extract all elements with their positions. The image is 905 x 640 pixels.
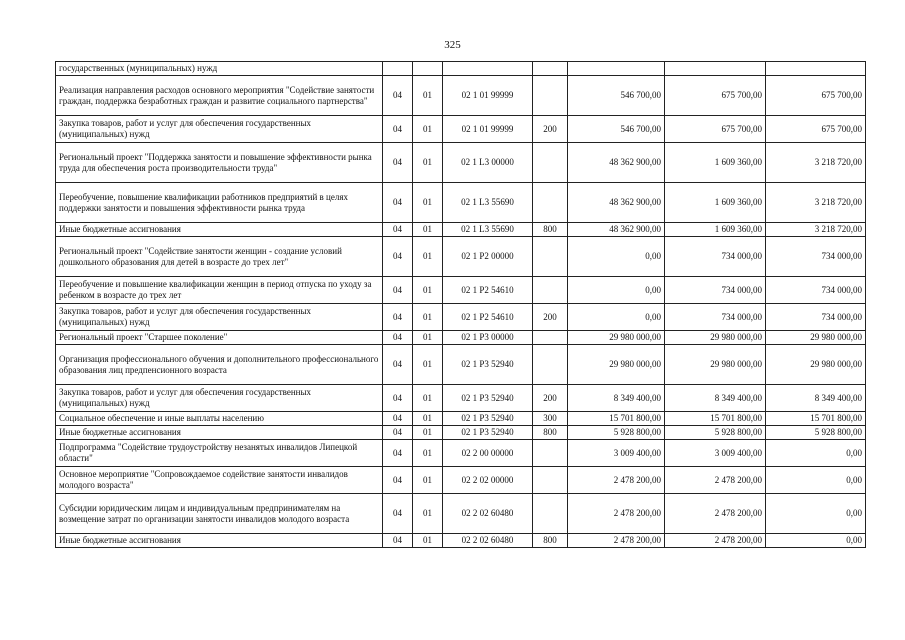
table-row: [56, 426, 866, 440]
target-article-code: 02 2 02 60480: [443, 534, 533, 548]
expense-type-code: 200: [533, 116, 568, 143]
amount-year-2: 2 478 200,00: [665, 534, 766, 548]
table-row: [56, 223, 866, 237]
section-code: 04: [383, 277, 413, 304]
row-description: Реализация направления расходов основного мероприятия "Содействие занятости граждан, поддержка безработных граждан и развитие социального партнерства": [56, 76, 383, 116]
target-article-code: 02 1 P2 54610: [443, 277, 533, 304]
amount-year-3: 29 980 000,00: [766, 331, 866, 345]
table-row: [56, 116, 866, 143]
row-description: Субсидии юридическим лицам и индивидуальным предпринимателям на возмещение затрат по организации занятости инвалидов молодого возраста: [56, 494, 383, 534]
expense-type-code: 200: [533, 385, 568, 412]
row-description: Региональный проект "Старшее поколение": [56, 331, 383, 345]
section-code: 04: [383, 412, 413, 426]
row-description: Закупка товаров, работ и услуг для обеспечения государственных (муниципальных) нужд: [56, 304, 383, 331]
section-code: 04: [383, 223, 413, 237]
amount-year-1: 2 478 200,00: [568, 494, 665, 534]
row-description: Подпрограмма "Содействие трудоустройству незанятых инвалидов Липецкой области": [56, 440, 383, 467]
row-description: Социальное обеспечение и иные выплаты населению: [56, 412, 383, 426]
amount-year-1: 546 700,00: [568, 116, 665, 143]
subsection-code: 01: [413, 76, 443, 116]
expense-type-code: [533, 345, 568, 385]
amount-year-1: 0,00: [568, 277, 665, 304]
table-row: [56, 467, 866, 494]
subsection-code: 01: [413, 385, 443, 412]
amount-year-3: 3 218 720,00: [766, 183, 866, 223]
table-row: [56, 331, 866, 345]
expense-type-code: [533, 440, 568, 467]
section-code: 04: [383, 331, 413, 345]
subsection-code: 01: [413, 345, 443, 385]
section-code: 04: [383, 237, 413, 277]
table-row: [56, 183, 866, 223]
amount-year-3: 734 000,00: [766, 277, 866, 304]
amount-year-2: 2 478 200,00: [665, 467, 766, 494]
amount-year-3: 0,00: [766, 534, 866, 548]
section-code: 04: [383, 143, 413, 183]
table-row: [56, 62, 866, 76]
target-article-code: 02 1 L3 00000: [443, 143, 533, 183]
amount-year-2: 8 349 400,00: [665, 385, 766, 412]
row-description: Иные бюджетные ассигнования: [56, 223, 383, 237]
amount-year-2: 2 478 200,00: [665, 494, 766, 534]
row-description: Иные бюджетные ассигнования: [56, 426, 383, 440]
expense-type-code: [533, 277, 568, 304]
amount-year-3: 734 000,00: [766, 237, 866, 277]
row-description: Региональный проект "Поддержка занятости и повышение эффективности рынка труда для обеспечения роста производительности труда": [56, 143, 383, 183]
amount-year-1: 48 362 900,00: [568, 223, 665, 237]
section-code: 04: [383, 385, 413, 412]
expense-type-code: [533, 467, 568, 494]
amount-year-3: 15 701 800,00: [766, 412, 866, 426]
amount-year-1: 2 478 200,00: [568, 467, 665, 494]
expense-type-code: 300: [533, 412, 568, 426]
section-code: 04: [383, 534, 413, 548]
amount-year-1: 29 980 000,00: [568, 345, 665, 385]
amount-year-2: 1 609 360,00: [665, 183, 766, 223]
subsection-code: 01: [413, 223, 443, 237]
expense-type-code: [533, 62, 568, 76]
subsection-code: [413, 62, 443, 76]
table-row: [56, 534, 866, 548]
table-row: [56, 237, 866, 277]
subsection-code: 01: [413, 237, 443, 277]
section-code: 04: [383, 76, 413, 116]
amount-year-3: 675 700,00: [766, 76, 866, 116]
expense-type-code: 800: [533, 426, 568, 440]
section-code: 04: [383, 467, 413, 494]
section-code: 04: [383, 426, 413, 440]
expense-type-code: 200: [533, 304, 568, 331]
amount-year-2: 675 700,00: [665, 116, 766, 143]
amount-year-3: 5 928 800,00: [766, 426, 866, 440]
table-row: [56, 412, 866, 426]
amount-year-2: 29 980 000,00: [665, 345, 766, 385]
table-row: [56, 494, 866, 534]
row-description: Закупка товаров, работ и услуг для обеспечения государственных (муниципальных) нужд: [56, 116, 383, 143]
subsection-code: 01: [413, 143, 443, 183]
amount-year-2: 675 700,00: [665, 76, 766, 116]
amount-year-2: 29 980 000,00: [665, 331, 766, 345]
target-article-code: 02 1 P3 52940: [443, 426, 533, 440]
amount-year-1: 546 700,00: [568, 76, 665, 116]
table-row: [56, 304, 866, 331]
amount-year-3: 29 980 000,00: [766, 345, 866, 385]
target-article-code: 02 1 P3 52940: [443, 412, 533, 426]
expense-type-code: [533, 183, 568, 223]
amount-year-2: 734 000,00: [665, 277, 766, 304]
target-article-code: 02 2 02 60480: [443, 494, 533, 534]
amount-year-3: 0,00: [766, 440, 866, 467]
amount-year-2: 3 009 400,00: [665, 440, 766, 467]
target-article-code: 02 1 01 99999: [443, 76, 533, 116]
subsection-code: 01: [413, 494, 443, 534]
row-description: Переобучение, повышение квалификации работников предприятий в целях поддержки занятости и повышения эффективности рынка труда: [56, 183, 383, 223]
amount-year-2: 734 000,00: [665, 304, 766, 331]
expense-type-code: [533, 494, 568, 534]
target-article-code: 02 1 L3 55690: [443, 183, 533, 223]
table-row: [56, 345, 866, 385]
amount-year-1: 0,00: [568, 237, 665, 277]
amount-year-3: 734 000,00: [766, 304, 866, 331]
budget-table-body: [56, 62, 866, 548]
expense-type-code: [533, 76, 568, 116]
amount-year-2: 15 701 800,00: [665, 412, 766, 426]
budget-table: [55, 61, 866, 548]
row-description: Закупка товаров, работ и услуг для обеспечения государственных (муниципальных) нужд: [56, 385, 383, 412]
expense-type-code: [533, 143, 568, 183]
expense-type-code: [533, 237, 568, 277]
amount-year-3: 675 700,00: [766, 116, 866, 143]
amount-year-3: 3 218 720,00: [766, 223, 866, 237]
amount-year-3: 0,00: [766, 494, 866, 534]
amount-year-3: 0,00: [766, 467, 866, 494]
table-row: [56, 385, 866, 412]
target-article-code: 02 1 P2 00000: [443, 237, 533, 277]
target-article-code: 02 1 P3 00000: [443, 331, 533, 345]
target-article-code: 02 1 01 99999: [443, 116, 533, 143]
row-description: Региональный проект "Содействие занятости женщин - создание условий дошкольного образования для детей в возрасте до трех лет": [56, 237, 383, 277]
expense-type-code: [533, 331, 568, 345]
subsection-code: 01: [413, 534, 443, 548]
amount-year-3: 3 218 720,00: [766, 143, 866, 183]
row-description: Переобучение и повышение квалификации женщин в период отпуска по уходу за ребенком в возрасте до трех лет: [56, 277, 383, 304]
amount-year-1: [568, 62, 665, 76]
amount-year-1: 29 980 000,00: [568, 331, 665, 345]
subsection-code: 01: [413, 116, 443, 143]
amount-year-1: 48 362 900,00: [568, 183, 665, 223]
amount-year-2: 5 928 800,00: [665, 426, 766, 440]
row-description: государственных (муниципальных) нужд: [56, 62, 383, 76]
target-article-code: 02 1 P3 52940: [443, 385, 533, 412]
table-row: [56, 143, 866, 183]
target-article-code: 02 1 P2 54610: [443, 304, 533, 331]
target-article-code: 02 2 00 00000: [443, 440, 533, 467]
target-article-code: [443, 62, 533, 76]
amount-year-1: 48 362 900,00: [568, 143, 665, 183]
section-code: 04: [383, 183, 413, 223]
page-number: 325: [444, 39, 461, 51]
section-code: 04: [383, 440, 413, 467]
subsection-code: 01: [413, 304, 443, 331]
row-description: Основное мероприятие "Сопровождаемое содействие занятости инвалидов молодого возраста": [56, 467, 383, 494]
row-description: Организация профессионального обучения и дополнительного профессионального образования лиц предпенсионного возраста: [56, 345, 383, 385]
target-article-code: 02 2 02 00000: [443, 467, 533, 494]
amount-year-2: 734 000,00: [665, 237, 766, 277]
subsection-code: 01: [413, 331, 443, 345]
amount-year-1: 8 349 400,00: [568, 385, 665, 412]
table-row: [56, 277, 866, 304]
target-article-code: 02 1 L3 55690: [443, 223, 533, 237]
amount-year-1: 15 701 800,00: [568, 412, 665, 426]
subsection-code: 01: [413, 426, 443, 440]
section-code: [383, 62, 413, 76]
row-description: Иные бюджетные ассигнования: [56, 534, 383, 548]
section-code: 04: [383, 494, 413, 534]
subsection-code: 01: [413, 467, 443, 494]
amount-year-1: 2 478 200,00: [568, 534, 665, 548]
table-row: [56, 440, 866, 467]
expense-type-code: 800: [533, 223, 568, 237]
section-code: 04: [383, 116, 413, 143]
amount-year-2: 1 609 360,00: [665, 223, 766, 237]
amount-year-1: 3 009 400,00: [568, 440, 665, 467]
subsection-code: 01: [413, 183, 443, 223]
subsection-code: 01: [413, 412, 443, 426]
table-row: [56, 76, 866, 116]
section-code: 04: [383, 304, 413, 331]
amount-year-1: 0,00: [568, 304, 665, 331]
target-article-code: 02 1 P3 52940: [443, 345, 533, 385]
amount-year-2: [665, 62, 766, 76]
subsection-code: 01: [413, 440, 443, 467]
amount-year-1: 5 928 800,00: [568, 426, 665, 440]
expense-type-code: 800: [533, 534, 568, 548]
subsection-code: 01: [413, 277, 443, 304]
amount-year-3: [766, 62, 866, 76]
section-code: 04: [383, 345, 413, 385]
amount-year-3: 8 349 400,00: [766, 385, 866, 412]
amount-year-2: 1 609 360,00: [665, 143, 766, 183]
